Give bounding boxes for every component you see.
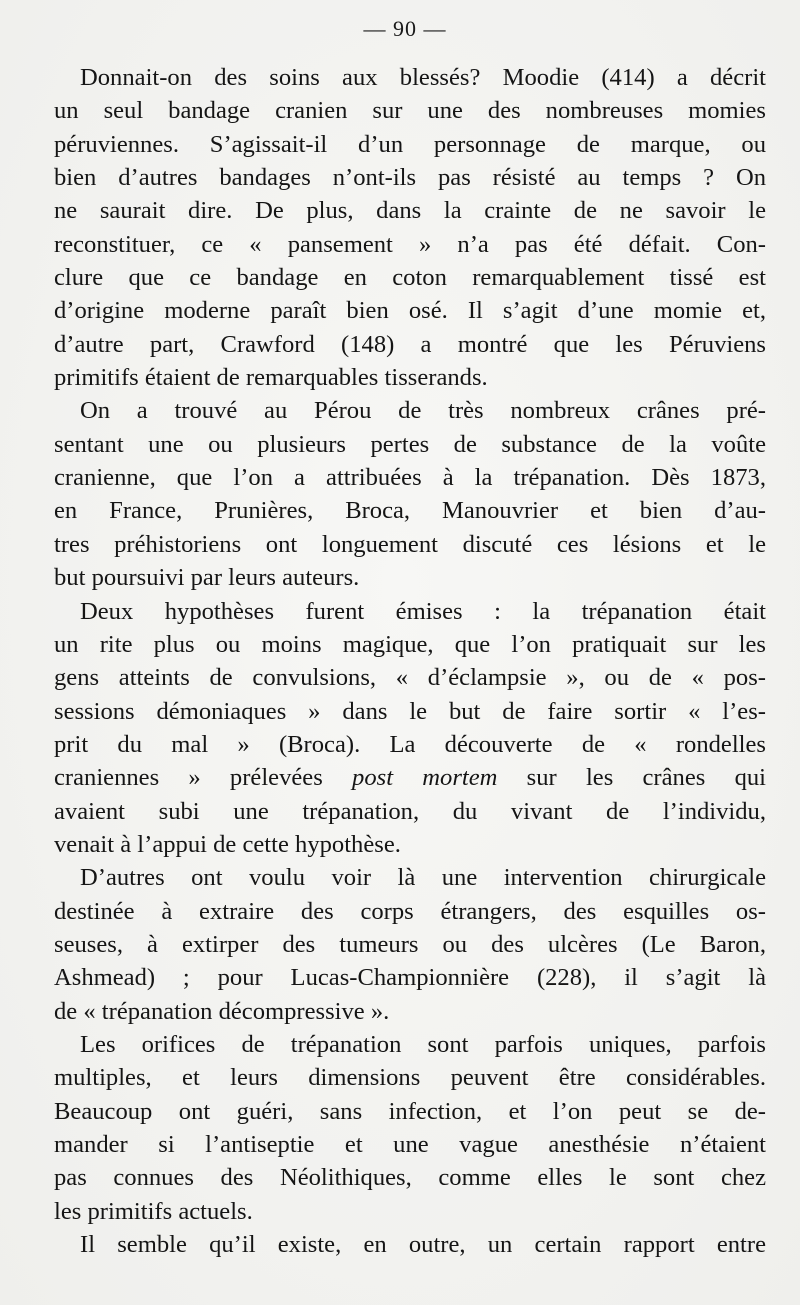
text-line: On a trouvé au Pérou de très nombreux crânes pré-	[80, 397, 766, 425]
paragraph	[54, 1028, 766, 1228]
text-line: tres préhistoriens ont longuement discuté ces lésions et le	[54, 530, 766, 558]
text-line: Les orifices de trépanation sont parfois uniques, parfois	[80, 1030, 766, 1058]
text-line: multiples, et leurs dimensions peuvent être considérables.	[54, 1064, 766, 1092]
text-line: d’origine moderne paraît bien osé. Il s’agit d’une momie et,	[54, 297, 766, 325]
paragraph	[54, 595, 766, 862]
text-line: mander si l’antiseptie et une vague anesthésie n’étaient	[54, 1131, 766, 1158]
text-line	[54, 761, 766, 794]
text-line: de « trépanation décompressive ».	[54, 997, 390, 1025]
text-line: sessions démoniaques » dans le but de faire sortir « l’es-	[54, 697, 766, 725]
text-line: but poursuivi par leurs auteurs.	[54, 564, 360, 592]
text-line: les primitifs actuels.	[54, 1197, 253, 1225]
text-line: clure que ce bandage en coton remarquablement tissé est	[54, 264, 766, 292]
paragraph	[54, 1228, 766, 1261]
paragraph	[54, 861, 766, 1028]
text-line: primitifs étaient de remarquables tisserands.	[54, 364, 488, 392]
text-line: venait à l’appui de cette hypothèse.	[54, 830, 401, 858]
body-text	[54, 61, 766, 1261]
text-line: prit du mal » (Broca). La découverte de « rondelles	[54, 730, 766, 758]
text-line: avaient subi une trépanation, du vivant de l’individu,	[54, 797, 766, 825]
text-line: pas connues des Néolithiques, comme elles le sont chez	[54, 1164, 766, 1192]
paragraph	[54, 394, 766, 594]
text-segment: craniennes » prélevées	[54, 764, 353, 792]
text-line: Donnait-on des soins aux blessés? Moodie (414) a décrit	[80, 64, 766, 91]
text-line: cranienne, que l’on a attribuées à la trépanation. Dès 1873,	[54, 464, 766, 492]
page-number: — 90 —	[363, 16, 447, 41]
paragraph	[54, 61, 766, 394]
text-line: Deux hypothèses furent émises : la trépanation était	[80, 597, 766, 625]
text-line: reconstituer, ce « pansement » n’a pas été défait. Con-	[54, 230, 766, 258]
text-line: Beaucoup ont guéri, sans infection, et l’on peut se de-	[54, 1097, 766, 1125]
text-line: seuses, à extirper des tumeurs ou des ulcères (Le Baron,	[54, 930, 766, 958]
text-line: en France, Prunières, Broca, Manouvrier et bien d’au-	[54, 497, 766, 525]
text-line: gens atteints de convulsions, « d’éclampsie », ou de « pos-	[54, 664, 766, 692]
italic-term: post mortem	[352, 764, 498, 792]
text-line: D’autres ont voulu voir là une intervention chirurgicale	[80, 864, 766, 892]
text-line: d’autre part, Crawford (148) a montré que les Péruviens	[54, 330, 766, 358]
text-line: destinée à extraire des corps étrangers, des esquilles os-	[54, 897, 766, 925]
text-segment: sur les crânes qui	[497, 764, 766, 792]
text-line: ne saurait dire. De plus, dans la crainte de ne savoir le	[54, 197, 766, 225]
text-line: sentant une ou plusieurs pertes de substance de la voûte	[54, 430, 766, 458]
text-line: péruviennes. S’agissait-il d’un personnage de marque, ou	[54, 130, 766, 158]
text-line: Il semble qu’il existe, en outre, un certain rapport entre	[80, 1231, 766, 1259]
text-line: bien d’autres bandages n’ont-ils pas résisté au temps ? On	[54, 164, 766, 192]
text-line: un seul bandage cranien sur une des nombreuses momies	[54, 97, 766, 125]
text-line: Ashmead) ; pour Lucas-Championnière (228), il s’agit là	[54, 964, 766, 992]
text-line: un rite plus ou moins magique, que l’on pratiquait sur les	[54, 630, 766, 658]
